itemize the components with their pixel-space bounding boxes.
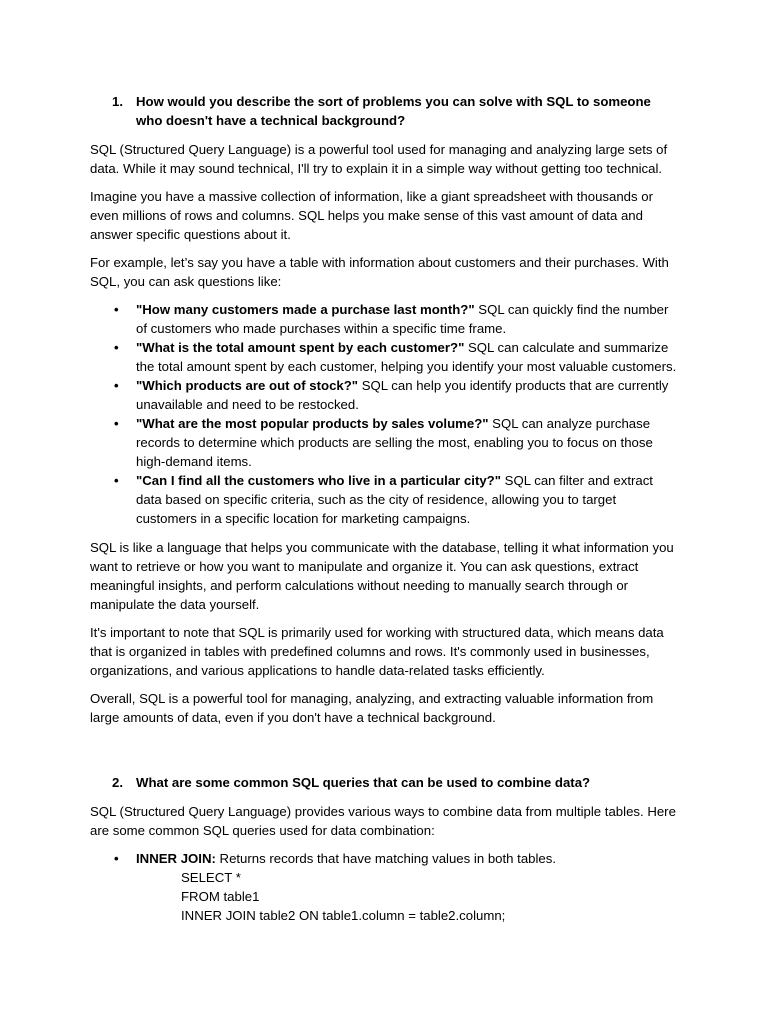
- question-1-number: 1.: [112, 94, 123, 109]
- s1-paragraph-2: Imagine you have a massive collection of information, like a giant spreadsheet with thousands or even millions of rows and columns. SQL helps you make sense of this vast amount of data and answer specific questions about it.: [90, 189, 653, 242]
- question-2-text: What are some common SQL queries that can be used to combine data?: [136, 775, 591, 790]
- list-item-answer: SQL can quickly find the number of customers who made purchases within a specific time frame.: [136, 302, 669, 336]
- bullet-icon: •: [114, 378, 119, 393]
- bullet-icon: •: [114, 473, 119, 488]
- s1-question-list: [90, 300, 680, 528]
- list-item-question: "What are the most popular products by sales volume?": [136, 416, 489, 431]
- document-body: [90, 92, 680, 935]
- list-item-question: "Which products are out of stock?": [136, 378, 359, 393]
- question-1-heading: [90, 92, 680, 130]
- list-item-answer: SQL can calculate and summarize the total amount spent by each customer, helping you identify your most valuable customers.: [136, 340, 677, 374]
- list-item: [90, 300, 680, 338]
- bullet-icon: •: [114, 851, 119, 866]
- s1-paragraph-5: It's important to note that SQL is primarily used for working with structured data, which means data that is organized in tables with predefined columns and rows. It's commonly used in businesses, organizations, and various applications to handle data-related tasks efficiently.: [90, 625, 664, 678]
- list-item: [90, 376, 680, 414]
- s2-join-list: [90, 849, 680, 925]
- code-line: INNER JOIN table2 ON table1.column = table2.column;: [181, 908, 506, 923]
- list-item-question: "How many customers made a purchase last month?": [136, 302, 475, 317]
- list-item-answer: SQL can analyze purchase records to determine which products are selling the most, enabling you to focus on those high-demand items.: [136, 416, 653, 469]
- list-item-answer: SQL can filter and extract data based on specific criteria, such as the city of residence, allowing you to target customers in a specific location for marketing campaigns.: [136, 473, 653, 526]
- list-item-question: "What is the total amount spent by each customer?": [136, 340, 465, 355]
- code-line: SELECT *: [181, 870, 241, 885]
- join-type-label: INNER JOIN:: [136, 851, 216, 866]
- list-item: [90, 414, 680, 471]
- question-1-text: How would you describe the sort of problems you can solve with SQL to someone who doesn't have a technical background?: [136, 94, 651, 128]
- question-2-number: 2.: [112, 775, 123, 790]
- bullet-icon: •: [114, 340, 119, 355]
- bullet-icon: •: [114, 416, 119, 431]
- s1-paragraph-6: Overall, SQL is a powerful tool for managing, analyzing, and extracting valuable information from large amounts of data, even if you don't have a technical background.: [90, 691, 654, 725]
- s1-paragraph-1: SQL (Structured Query Language) is a powerful tool used for managing and analyzing large sets of data. While it may sound technical, I'll try to explain it in a simple way without getting too technical.: [90, 142, 668, 176]
- list-item: [90, 471, 680, 528]
- bullet-icon: •: [114, 302, 119, 317]
- s1-paragraph-3: For example, let’s say you have a table with information about customers and their purchases. With SQL, you can ask questions like:: [90, 255, 669, 289]
- list-item-question: "Can I find all the customers who live in a particular city?": [136, 473, 501, 488]
- list-item: [90, 849, 680, 925]
- section-spacer: [90, 736, 680, 773]
- join-type-description: Returns records that have matching values in both tables.: [215, 851, 557, 866]
- question-2-heading: [90, 773, 680, 792]
- code-line: FROM table1: [181, 889, 260, 904]
- s2-paragraph-1: SQL (Structured Query Language) provides various ways to combine data from multiple tables. Here are some common SQL queries used for data combination:: [90, 804, 676, 838]
- list-item: [90, 338, 680, 376]
- list-item-answer: SQL can help you identify products that are currently unavailable and need to be restocked.: [136, 378, 669, 412]
- s1-paragraph-4: SQL is like a language that helps you communicate with the database, telling it what information you want to retrieve or how you want to manipulate and organize it. You can ask questions, extract meaningful insights, and perform calculations without needing to manually search through or manipulate the data yourself.: [90, 540, 674, 612]
